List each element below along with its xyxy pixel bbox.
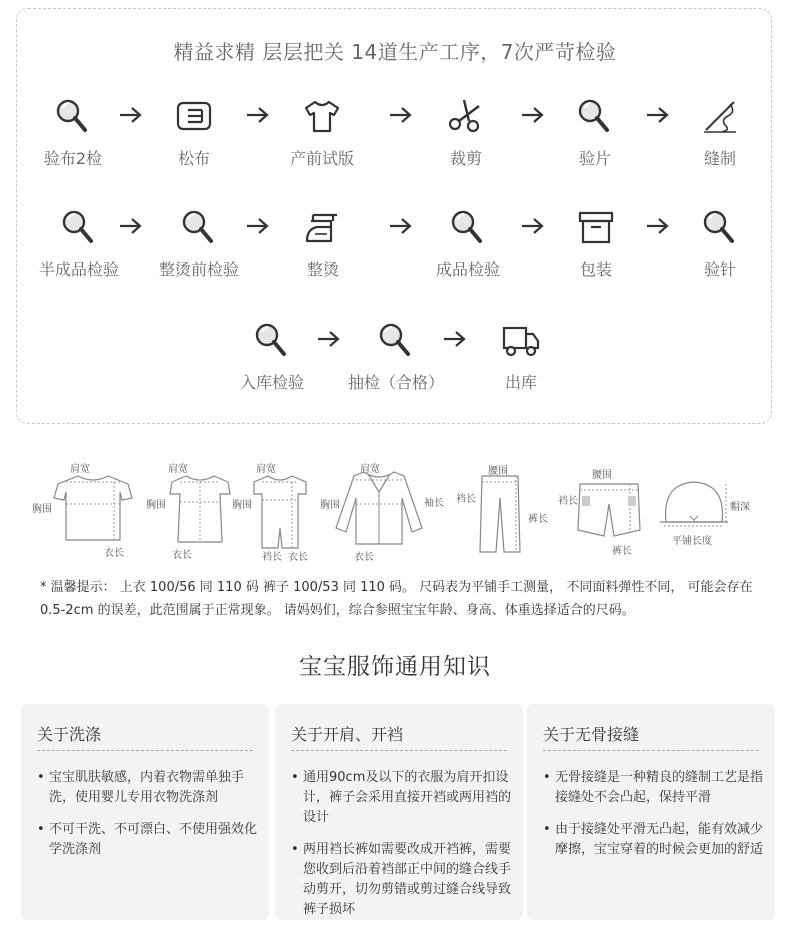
size-tip: * 温馨提示： 上衣 100/56 同 110 码 裤子 100/53 同 110 码。 尺码表为平铺手工测量， 不同面料弹性不同， 可能会存在 0.5-2cm 的误差，此范围属于正常现象。 请妈妈们，综合参照宝宝年龄、身高、体重选择适合的尺码。 (40, 580, 753, 618)
waist-label: 腰围 (488, 466, 508, 477)
chest-label: 胸围 (232, 500, 252, 511)
needle-thread-icon (700, 96, 740, 136)
step-fabric-inspection (18, 96, 128, 169)
card-item: • 无骨接缝是一种精良的缝制工艺是指接缝处不会凸起，保持平滑 (541, 768, 763, 808)
magnifier-icon (252, 320, 292, 360)
step-cutting (411, 96, 521, 169)
step-packaging (541, 207, 651, 280)
size-measure-diagrams (30, 452, 770, 564)
card-item: • 由于接缝处平滑无凸起，能有效减少摩擦，宝宝穿着的时候会更加的舒适 (541, 820, 763, 860)
card-divider (543, 750, 759, 751)
step-label: 成品检验 (435, 260, 500, 279)
section-title: 宝宝服饰通用知识 (299, 654, 491, 680)
crotch-label: 裆长 (558, 496, 578, 507)
truck-icon (501, 320, 541, 360)
length-label: 衣长 (288, 552, 308, 563)
arrow-right-icon (118, 217, 144, 235)
card-divider (37, 750, 253, 751)
step-label: 验布2检 (43, 149, 103, 168)
arrow-right-icon (388, 217, 414, 235)
step-pre-ironing-inspection (144, 207, 254, 280)
length-label: 衣长 (172, 550, 192, 561)
step-loosen-fabric (139, 96, 249, 169)
magnifier-icon (376, 320, 416, 360)
step-label: 包装 (579, 260, 612, 279)
step-label: 入库检验 (239, 373, 304, 392)
step-label: 出库 (504, 373, 537, 392)
pants-length-label: 裤长 (528, 514, 548, 525)
shorts-diagram (574, 480, 644, 540)
fabric-roll-icon (174, 96, 214, 136)
process-title: 精益求精 层层把关 14道生产工序，7次严苛检验 (173, 40, 617, 64)
card-item: • 宝宝肌肤敏感，内着衣物需单独手洗，使用婴儿专用衣物洗涤剂 (35, 768, 257, 808)
step-ironing (268, 207, 378, 280)
arrow-right-icon (442, 330, 468, 348)
card-shoulder-crotch (275, 704, 523, 920)
chest-label: 胸围 (32, 504, 52, 515)
shoulder-label: 肩宽 (256, 464, 276, 475)
hat-depth-label: 帽深 (730, 502, 750, 513)
magnifier-icon (700, 207, 740, 247)
dress-diagram (168, 472, 232, 546)
step-label: 整烫前检验 (158, 260, 239, 279)
hat-diagram (656, 476, 732, 530)
iron-icon (303, 207, 343, 247)
length-label: 衣长 (104, 548, 124, 559)
step-needle-inspection (665, 207, 775, 280)
length-label: 衣长 (354, 552, 374, 563)
romper-diagram (252, 472, 308, 552)
chest-label: 胸围 (146, 500, 166, 511)
shoulder-label: 肩宽 (70, 464, 90, 475)
card-item: • 不可干洗、不可漂白、不使用强效化学洗涤剂 (35, 820, 257, 860)
step-label: 裁剪 (449, 149, 482, 168)
pants-length-label: 裤长 (612, 546, 632, 557)
magnifier-icon (59, 207, 99, 247)
step-spot-check (341, 320, 451, 393)
pants-diagram (476, 472, 524, 556)
magnifier-icon (575, 96, 615, 136)
magnifier-icon (53, 96, 93, 136)
scissors-icon (446, 96, 486, 136)
step-label: 验针 (703, 260, 736, 279)
step-label: 验片 (578, 149, 611, 168)
step-sewing (665, 96, 775, 169)
sleeve-label: 袖长 (424, 498, 444, 509)
card-title: 关于开肩、开裆 (291, 725, 404, 744)
step-label: 缝制 (703, 149, 736, 168)
shoulder-label: 肩宽 (360, 464, 380, 475)
step-sample (267, 96, 377, 169)
step-label: 半成品检验 (38, 260, 119, 279)
jacket-diagram (334, 468, 424, 548)
arrow-right-icon (316, 330, 342, 348)
magnifier-icon (448, 207, 488, 247)
step-finished-inspection (413, 207, 523, 280)
crotch-label: 裆长 (456, 494, 476, 505)
chest-label: 胸围 (320, 500, 340, 511)
card-item: • 两用裆长裤如需要改成开裆裤，需要您收到后沿着裆部正中间的缝合线手动剪开，切勿剪错或剪过缝合线导致裤子损坏 (289, 840, 511, 920)
crotch-label: 裆长 (262, 552, 282, 563)
tshirt-diagram (52, 472, 134, 544)
step-label: 产前试版 (289, 149, 354, 168)
box-icon (576, 207, 616, 247)
card-item: • 通用90cm及以下的衣服为肩开扣设计，裤子会采用直接开裆或两用裆的设计 (289, 768, 511, 828)
magnifier-icon (179, 207, 219, 247)
flat-length-label: 平铺长度 (672, 536, 712, 547)
tshirt-icon (302, 96, 342, 136)
step-label: 松布 (177, 149, 210, 168)
shoulder-label: 肩宽 (168, 464, 188, 475)
card-divider (291, 750, 507, 751)
step-shipping (466, 320, 576, 393)
card-washing (21, 704, 269, 920)
step-label: 整烫 (306, 260, 339, 279)
step-warehouse-inspection (217, 320, 327, 393)
step-piece-inspection (540, 96, 650, 169)
card-seamless (527, 704, 775, 920)
waist-label: 腰围 (592, 470, 612, 481)
step-label: 抽检（合格） (347, 373, 444, 392)
card-title: 关于无骨接缝 (543, 725, 640, 744)
card-title: 关于洗涤 (37, 725, 102, 744)
